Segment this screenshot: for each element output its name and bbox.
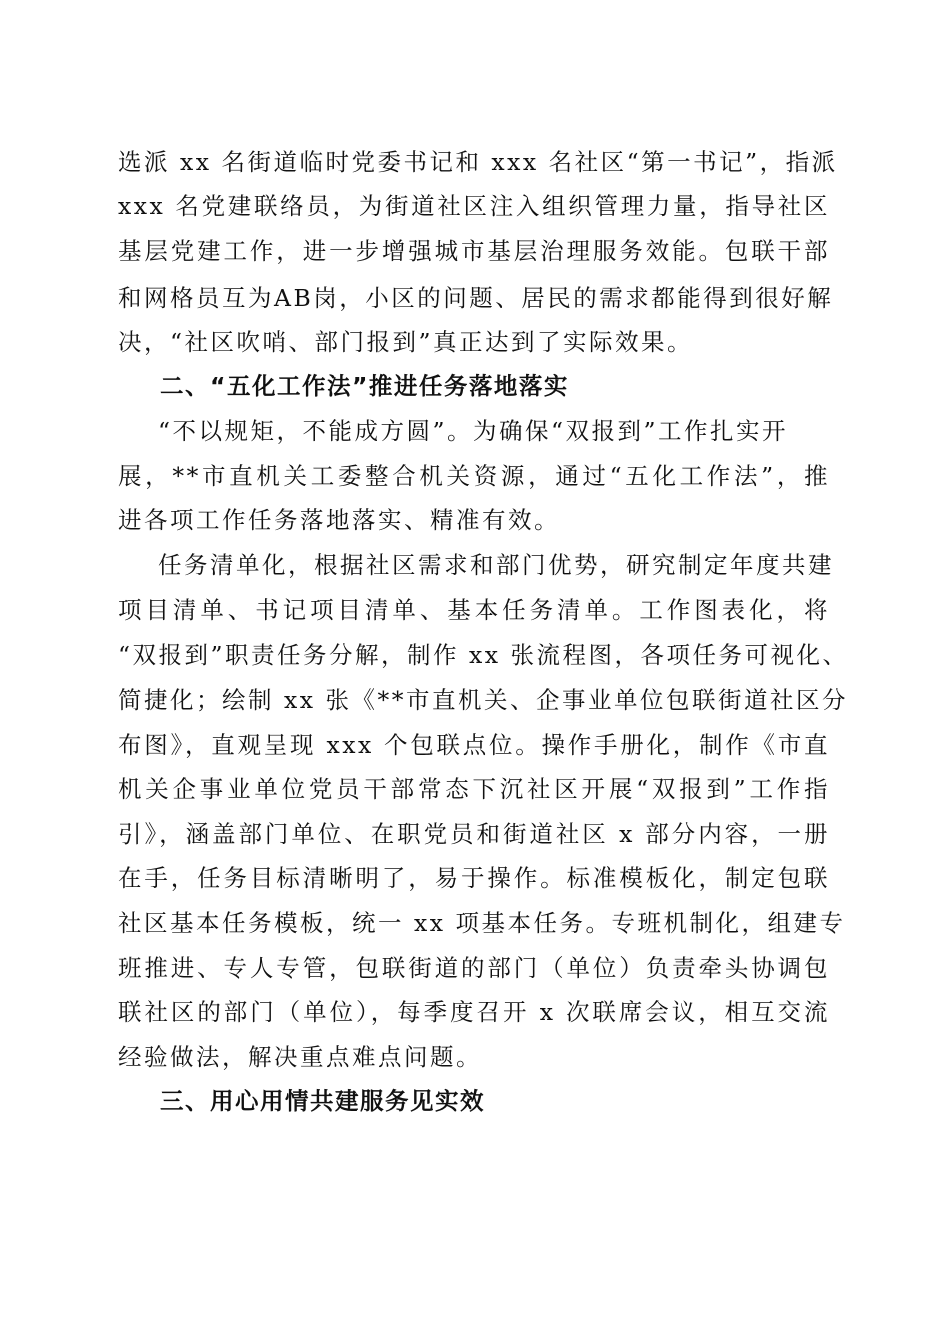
paragraph-line: 进各项工作任务落地落实、精准有效。 xyxy=(118,506,560,534)
paragraph-line: 基层党建工作，进一步增强城市基层治理服务效能。包联干部 xyxy=(118,237,830,265)
paragraph-line: 决，“社区吹哨、部门报到”真正达到了实际效果。 xyxy=(118,328,694,356)
paragraph-line: 展，**市直机关工委整合机关资源，通过“五化工作法”，推 xyxy=(118,462,830,490)
section-heading-2: 二、“五化工作法”推进任务落地落实 xyxy=(160,372,569,400)
paragraph-line: 机关企事业单位党员干部常态下沉社区开展“双报到”工作指 xyxy=(118,775,830,803)
paragraph-line: 任务清单化，根据社区需求和部门优势，研究制定年度共建 xyxy=(158,551,834,579)
paragraph-line: “不以规矩，不能成方圆”。为确保“双报到”工作扎实开 xyxy=(158,417,789,445)
paragraph-line: xxx 名党建联络员，为街道社区注入组织管理力量，指导社区 xyxy=(118,192,830,220)
paragraph-line: 在手，任务目标清晰明了，易于操作。标准模板化，制定包联 xyxy=(118,864,830,892)
paragraph-line: “双报到”职责任务分解，制作 xx 张流程图，各项任务可视化、 xyxy=(118,641,849,669)
paragraph-line: 布图》，直观呈现 xxx 个包联点位。操作手册化，制作《市直 xyxy=(118,731,830,759)
paragraph-line: 经验做法，解决重点难点问题。 xyxy=(118,1043,482,1071)
paragraph-line: 项目清单、书记项目清单、基本任务清单。工作图表化，将 xyxy=(118,596,830,624)
paragraph-line: 引》，涵盖部门单位、在职党员和街道社区 x 部分内容，一册 xyxy=(118,820,830,848)
paragraph-line: 联社区的部门（单位），每季度召开 x 次联席会议，相互交流 xyxy=(118,998,830,1026)
paragraph-line: 和网格员互为AB岗，小区的问题、居民的需求都能得到很好解 xyxy=(118,284,834,312)
paragraph-line: 选派 xx 名街道临时党委书记和 xxx 名社区“第一书记”，指派 xyxy=(118,148,838,176)
paragraph-line: 社区基本任务模板，统一 xx 项基本任务。专班机制化，组建专 xyxy=(118,909,846,937)
section-heading-3: 三、用心用情共建服务见实效 xyxy=(160,1087,485,1115)
paragraph-line: 简捷化；绘制 xx 张《**市直机关、企事业单位包联街道社区分 xyxy=(118,686,848,714)
paragraph-line: 班推进、专人专管，包联街道的部门（单位）负责牵头协调包 xyxy=(118,954,830,982)
